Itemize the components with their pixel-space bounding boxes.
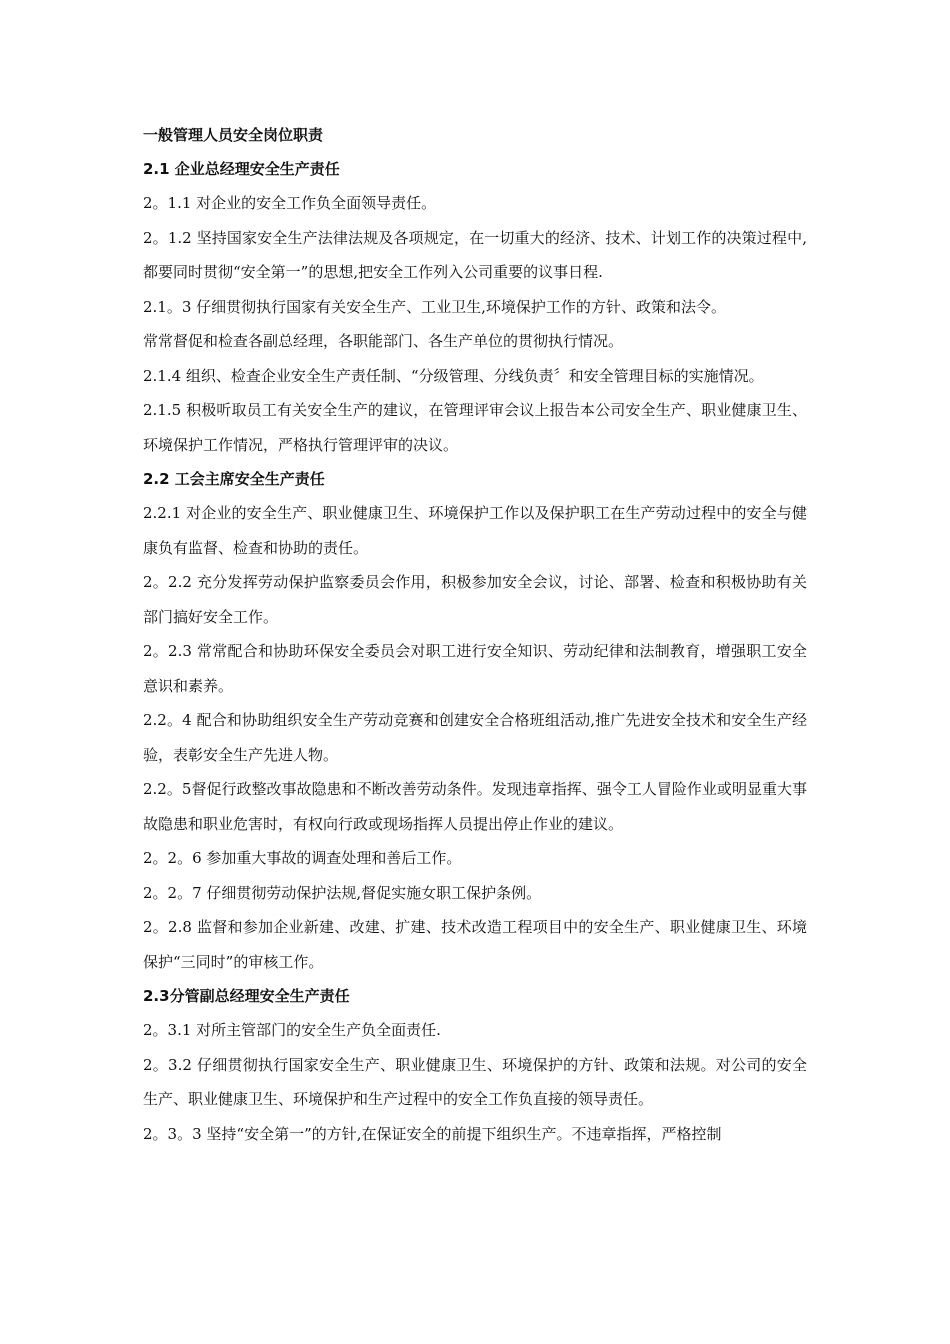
clause-2-1-5: 2.1.5 积极听取员工有关安全生产的建议，在管理评审会议上报告本公司安全生产、职业健康卫生、环境保护工作情况，严格执行管理评审的决议。 (143, 401, 807, 454)
clause-2-2-1: 2.2.1 对企业的安全生产、职业健康卫生、环境保护工作以及保护职工在生产劳动过程中的安全与健康负有监督、检查和协助的责任。 (143, 504, 807, 557)
clause-2-2-5: 2.2。5督促行政整改事故隐患和不断改善劳动条件。发现违章指挥、强令工人冒险作业或明显重大事故隐患和职业危害时，有权向行政或现场指挥人员提出停止作业的建议。 (143, 780, 807, 833)
clause-2-1-1: 2。1.1 对企业的安全工作负全面领导责任。 (143, 194, 437, 212)
document-body (143, 118, 807, 1151)
clause-2-1-4: 2.1.4 组织、检查企业安全生产责任制、“分级管理、分线负责〞和安全管理目标的实施情况。 (143, 366, 764, 385)
clause-2-1-3: 2.1。3 仔细贯彻执行国家有关安全生产、工业卫生,环境保护工作的方针、政策和法令。 (143, 297, 726, 316)
clause-2-2-7: 2。2。7 仔细贯彻劳动保护法规,督促实施女职工保护条例。 (143, 883, 542, 902)
section-heading-2-1: 2.1 企业总经理安全生产责任 (143, 160, 340, 178)
section-heading-2-2: 2.2 工会主席安全生产责任 (143, 470, 325, 488)
clause-2-1-2: 2。1.2 坚持国家安全生产法律法规及各项规定，在一切重大的经济、技术、计划工作的决策过程中,都要同时贯彻“安全第一”的思想,把安全工作列入公司重要的议事日程. (143, 228, 807, 281)
clause-2-2-8: 2。2.8 监督和参加企业新建、改建、扩建、技术改造工程项目中的安全生产、职业健康卫生、环境保护“三同时”的审核工作。 (143, 918, 807, 971)
section-heading-2-3: 2.3分管副总经理安全生产责任 (143, 987, 350, 1005)
clause-2-2-4: 2.2。4 配合和协助组织安全生产劳动竞赛和创建安全合格班组活动,推广先进安全技术和安全生产经验，表彰安全生产先进人物。 (143, 711, 807, 764)
clause-2-1-3-continued: 常常督促和检查各副总经理，各职能部门、各生产单位的贯彻执行情况。 (143, 332, 624, 350)
clause-2-2-6: 2。2。6 参加重大事故的调查处理和善后工作。 (143, 849, 462, 867)
clause-2-2-3: 2。2.3 常常配合和协助环保安全委员会对职工进行安全知识、劳动纪律和法制教育，增强职工安全意识和素养。 (143, 642, 807, 695)
clause-2-3-3: 2。3。3 坚持“安全第一”的方针,在保证安全的前提下组织生产。不违章指挥，严格控制 (143, 1124, 722, 1143)
document-title: 一般管理人员安全岗位职责 (143, 126, 324, 144)
clause-2-3-2: 2。3.2 仔细贯彻执行国家安全生产、职业健康卫生、环境保护的方针、政策和法规。对公司的安全生产、职业健康卫生、环境保护和生产过程中的安全工作负直接的领导责任。 (143, 1055, 807, 1108)
clause-2-3-1: 2。3.1 对所主管部门的安全生产负全面责任. (143, 1021, 441, 1039)
clause-2-2-2: 2。2.2 充分发挥劳动保护监察委员会作用，积极参加安全会议，讨论、部署、检查和积极协助有关部门搞好安全工作。 (143, 573, 807, 626)
